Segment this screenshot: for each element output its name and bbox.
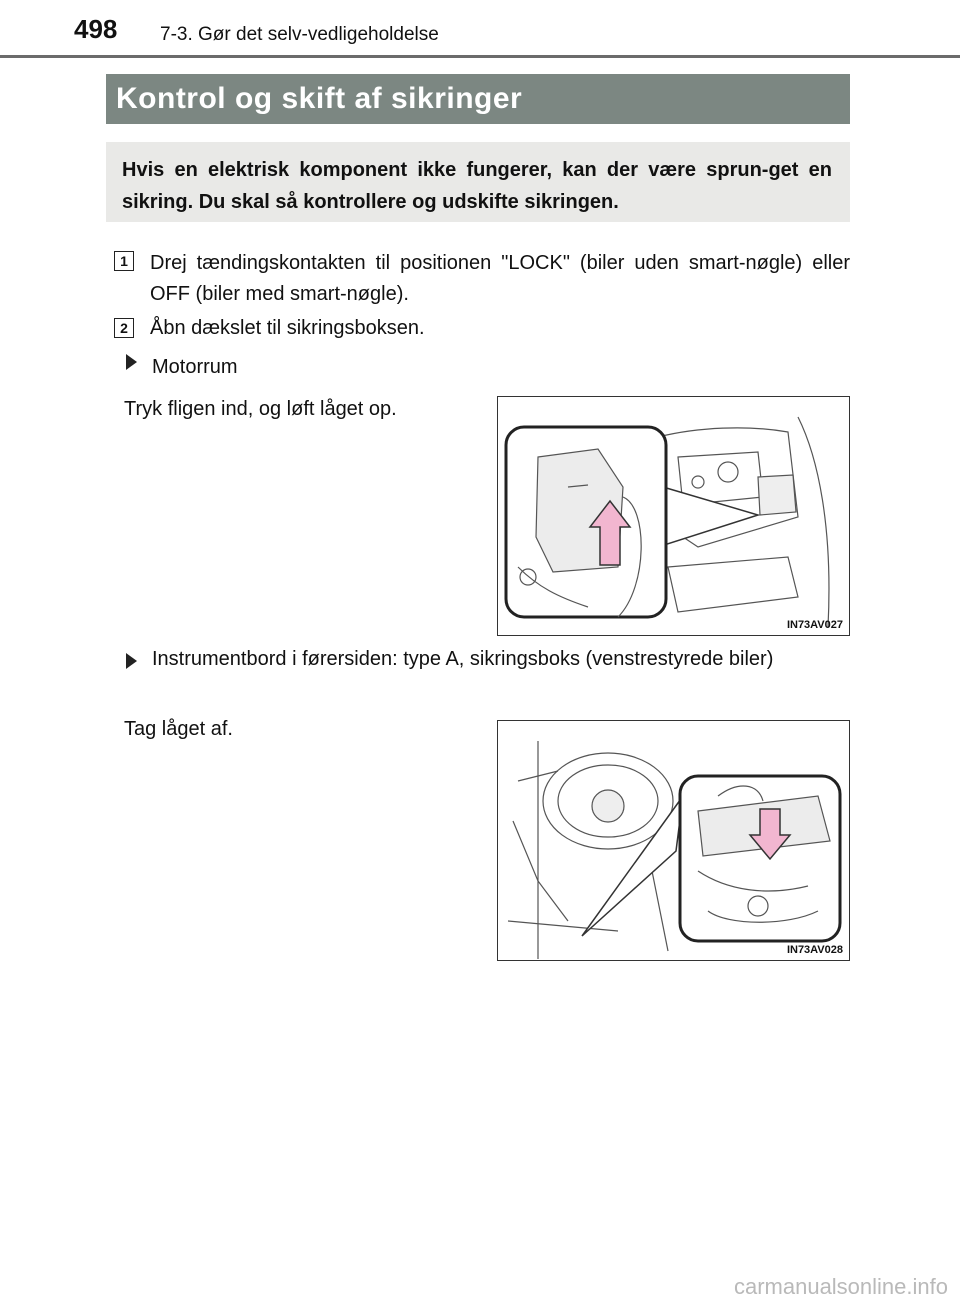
bullet-text: Instrumentbord i førersiden: type A, sikringsboks (venstrestyrede biler) bbox=[152, 648, 774, 670]
bullet-text: Motorrum bbox=[152, 356, 238, 378]
bullet-arrow-icon bbox=[126, 653, 137, 669]
figure-instrumentbord bbox=[497, 720, 850, 961]
header-rule bbox=[0, 55, 960, 58]
figure-code-1: IN73AV027 bbox=[786, 619, 843, 631]
dashboard-illustration bbox=[498, 721, 848, 959]
intro-box bbox=[106, 142, 850, 222]
step-number-2: 2 bbox=[114, 318, 134, 338]
figure-motorrum bbox=[497, 396, 850, 636]
watermark: carmanualsonline.info bbox=[733, 1274, 948, 1299]
title-bar bbox=[106, 74, 850, 124]
page-number: 498 bbox=[74, 14, 118, 44]
bullet-arrow-icon bbox=[126, 354, 137, 370]
section-title: Kontrol og skift af sikringer bbox=[116, 82, 523, 115]
step-text-2: Åbn dækslet til sikringsboksen. bbox=[150, 317, 425, 339]
instruction-instrumentbord: Tag låget af. bbox=[124, 718, 233, 740]
engine-bay-illustration bbox=[498, 397, 848, 634]
step-text-1: Drej tændingskontakten til positionen "LOCK" (biler uden smart-nøgle) eller OFF (biler med smart-nøgle). bbox=[150, 252, 850, 305]
instruction-motorrum: Tryk fligen ind, og løft låget op. bbox=[124, 398, 397, 420]
chapter-heading: 7-3. Gør det selv-vedligeholdelse bbox=[160, 24, 439, 45]
step-number-1: 1 bbox=[114, 251, 134, 271]
figure-code-2: IN73AV028 bbox=[786, 944, 843, 956]
intro-text: Hvis en elektrisk komponent ikke fungerer, kan der være sprun-get en sikring. Du skal så kontrollere og udskifte sikringen. bbox=[122, 159, 832, 213]
